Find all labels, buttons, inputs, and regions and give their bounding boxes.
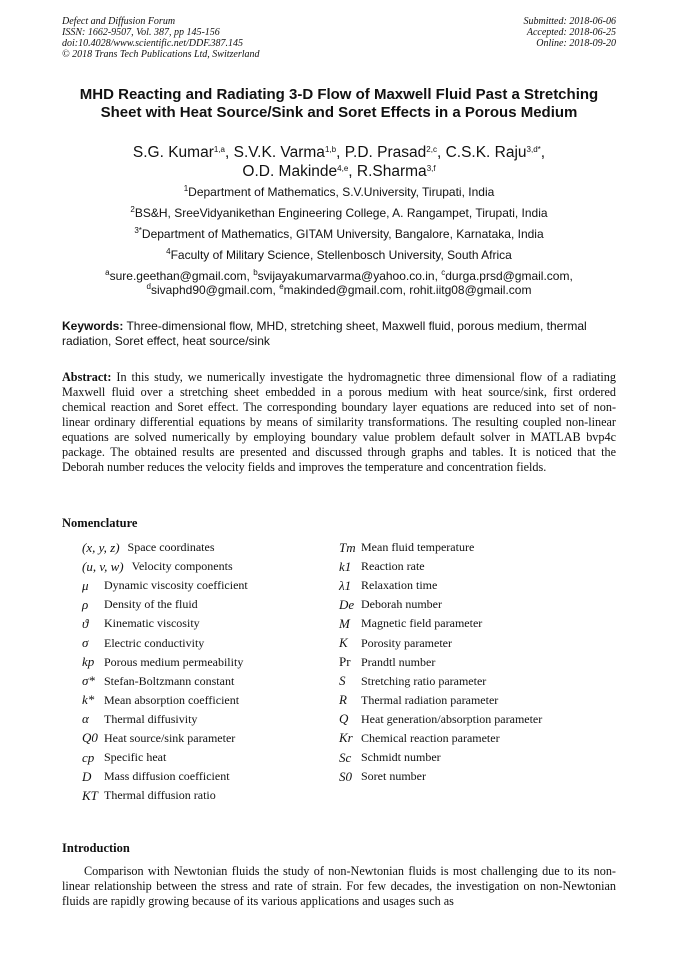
symbol: Sc [339, 749, 352, 765]
symbol: Pr [339, 654, 351, 670]
nomenclature-entry: k* Mean absorption coefficient [82, 692, 240, 708]
nomenclature-heading: Nomenclature [62, 516, 138, 530]
symbol: Q0 [82, 730, 98, 746]
symbol: k1 [339, 558, 352, 574]
email[interactable]: svijayakumarvarma@yahoo.co.in, [257, 269, 442, 283]
introduction-heading: Introduction [62, 841, 130, 855]
symbol: μ [82, 577, 89, 593]
nomenclature-entry: S0 Soret number [339, 768, 426, 784]
nomenclature-entry: R Thermal radiation parameter [339, 692, 499, 708]
nomenclature-entry: K Porosity parameter [339, 635, 452, 651]
email[interactable]: durga.prsd@gmail.com, [445, 269, 573, 283]
nomenclature-entry: D Mass diffusion coefficient [82, 768, 230, 784]
nomenclature-entry: α Thermal diffusivity [82, 711, 198, 727]
journal-copyright: © 2018 Trans Tech Publications Ltd, Switzerland [62, 49, 260, 60]
symbol: Kr [339, 730, 353, 746]
nomenclature-entry: σ* Stefan-Boltzmann constant [82, 673, 235, 689]
nomenclature-entry: Q0 Heat source/sink parameter [82, 730, 236, 746]
nomenclature-entry: Q Heat generation/absorption parameter [339, 711, 543, 727]
symbol: D [82, 768, 92, 784]
email[interactable]: makinded@gmail.com, rohit.iitg08@gmail.com [283, 283, 532, 297]
nomenclature-entry: S Stretching ratio parameter [339, 673, 487, 689]
symbol: σ [82, 635, 89, 651]
nomenclature-entry: KT Thermal diffusion ratio [82, 787, 216, 803]
author: C.S.K. Raju$^{3,d*}$, [445, 144, 546, 161]
author: S.G. Kumar$^{1,a}$, [132, 144, 234, 161]
nomenclature-entry: cp Specific heat [82, 749, 167, 765]
abstract [62, 370, 616, 475]
symbol: ρ [82, 596, 89, 612]
author: R.Sharma$^{3,f}$ [356, 163, 436, 180]
author-list [62, 143, 616, 181]
affiliation: $^4$Faculty of Military Science, Stellenbosch University, South Africa [166, 247, 512, 262]
keywords [62, 319, 616, 349]
online-date: Online: 2018-09-20 [536, 38, 616, 49]
symbol: (x, y, z) [82, 539, 120, 555]
accepted-date: Accepted: 2018-06-25 [526, 27, 616, 38]
email[interactable]: sure.geethan@gmail.com, [109, 269, 254, 283]
nomenclature-entry: μ Dynamic viscosity coefficient [82, 577, 248, 593]
symbol: R [339, 692, 347, 708]
symbol: σ* [82, 673, 95, 689]
nomenclature-entry: σ Electric conductivity [82, 635, 205, 651]
journal-doi: doi:10.4028/www.scientific.net/DDF.387.145 [62, 38, 244, 49]
abstract-text: In this study, we numerically investigate the hydromagnetic three dimensional flow of a radiating Maxwell fluid over a stretching sheet embedded in a porous medium with heat source/sink, first ordered chemical reaction and Soret effect. The corresponding boundary layer equations are reduced into set of non-linear ordinary differential equations by means of similarity transformations. The resulting coupled non-linear equations are solved numerically by employing boundary value problem default solver in MATLAB bvp4c package. The obtained results are presented and discussed through graphs and tables. It is noticed that the Deborah number reduces the velocity fields and improves the temperature and concentration fields. [62, 370, 616, 474]
symbol: S0 [339, 768, 352, 784]
abstract-label: Abstract: [62, 370, 112, 384]
nomenclature-entry: Sc Schmidt number [339, 749, 441, 765]
journal-header [62, 16, 260, 60]
nomenclature-left [82, 538, 322, 805]
email[interactable]: sivaphd90@gmail.com, [150, 283, 280, 297]
journal-issn: ISSN: 1662-9507, Vol. 387, pp 145-156 [62, 27, 220, 38]
symbol: kp [82, 654, 95, 670]
nomenclature-entry: kp Porous medium permeability [82, 654, 244, 670]
symbol: S [339, 673, 346, 689]
nomenclature-entry: ϑ Kinematic viscosity [82, 615, 200, 631]
keywords-text: Three-dimensional flow, MHD, stretching sheet, Maxwell fluid, porous medium, thermal radiation, Soret effect, heat source/sink [62, 319, 587, 348]
submitted-date: Submitted: 2018-06-06 [523, 16, 616, 27]
nomenclature-right [339, 538, 619, 786]
affiliations [62, 185, 616, 297]
symbol: Tm [339, 539, 356, 555]
symbol: λ1 [339, 577, 352, 593]
author: O.D. Makinde$^{4,e}$, [242, 163, 357, 180]
keywords-label: Keywords: [62, 319, 124, 333]
symbol: k* [82, 692, 95, 708]
nomenclature-entry: λ1 Relaxation time [339, 577, 438, 593]
nomenclature-entry: (u, v, w) Velocity components [82, 558, 233, 574]
symbol: Q [339, 711, 349, 727]
affiliation: $^1$Department of Mathematics, S.V.University, Tirupati, India [183, 184, 495, 199]
affiliation: $^2$BS&H, SreeVidyanikethan Engineering College, A. Rangampet, Tirupati, India [130, 205, 548, 220]
symbol: cp [82, 749, 95, 765]
nomenclature-entry: ρ Density of the fluid [82, 596, 198, 612]
introduction-text: Comparison with Newtonian fluids the study of non-Newtonian fluids is most challenging due to its non-linear relationship between the stress and rate of strain. For few decades, the investigation on non-Newtonian fluids are rapidly growing because of its various applications and usages such as [62, 864, 616, 908]
symbol: (u, v, w) [82, 558, 124, 574]
symbol: α [82, 711, 89, 727]
affiliation: $^{3*}$Department of Mathematics, GITAM University, Bangalore, Karnataka, India [134, 226, 544, 241]
journal-name: Defect and Diffusion Forum [62, 16, 176, 27]
dates-header [524, 16, 617, 49]
nomenclature-entry: Kr Chemical reaction parameter [339, 730, 500, 746]
nomenclature-entry: Pr Prandtl number [339, 654, 436, 670]
symbol: ϑ [82, 615, 89, 631]
symbol: M [339, 615, 350, 631]
nomenclature-entry: (x, y, z) Space coordinates [82, 539, 215, 555]
symbol: K [339, 635, 348, 651]
paper-title: MHD Reacting and Radiating 3-D Flow of Maxwell Fluid Past a Stretching Sheet with Heat Source/Sink and Soret Effects in a Porous Medium [79, 86, 599, 121]
symbol: KT [82, 787, 98, 803]
author: S.V.K. Varma$^{1,b}$, [233, 144, 345, 161]
nomenclature-entry: Tm Mean fluid temperature [339, 539, 475, 555]
nomenclature-entry: M Magnetic field parameter [339, 615, 483, 631]
nomenclature-entry: De Deborah number [339, 596, 442, 612]
nomenclature-entry: k1 Reaction rate [339, 558, 425, 574]
email-list: $^a$sure.geethan@gmail.com, $^b$svijayakumarvarma@yahoo.co.in, $^c$durga.prsd@gmail.com, $^d$sivaphd90@gmail.com, $^e$makinded@gmail.com, rohit.iitg08@gmail.com [105, 268, 573, 297]
symbol: De [339, 596, 355, 612]
author: P.D. Prasad$^{2,c}$, [344, 144, 446, 161]
